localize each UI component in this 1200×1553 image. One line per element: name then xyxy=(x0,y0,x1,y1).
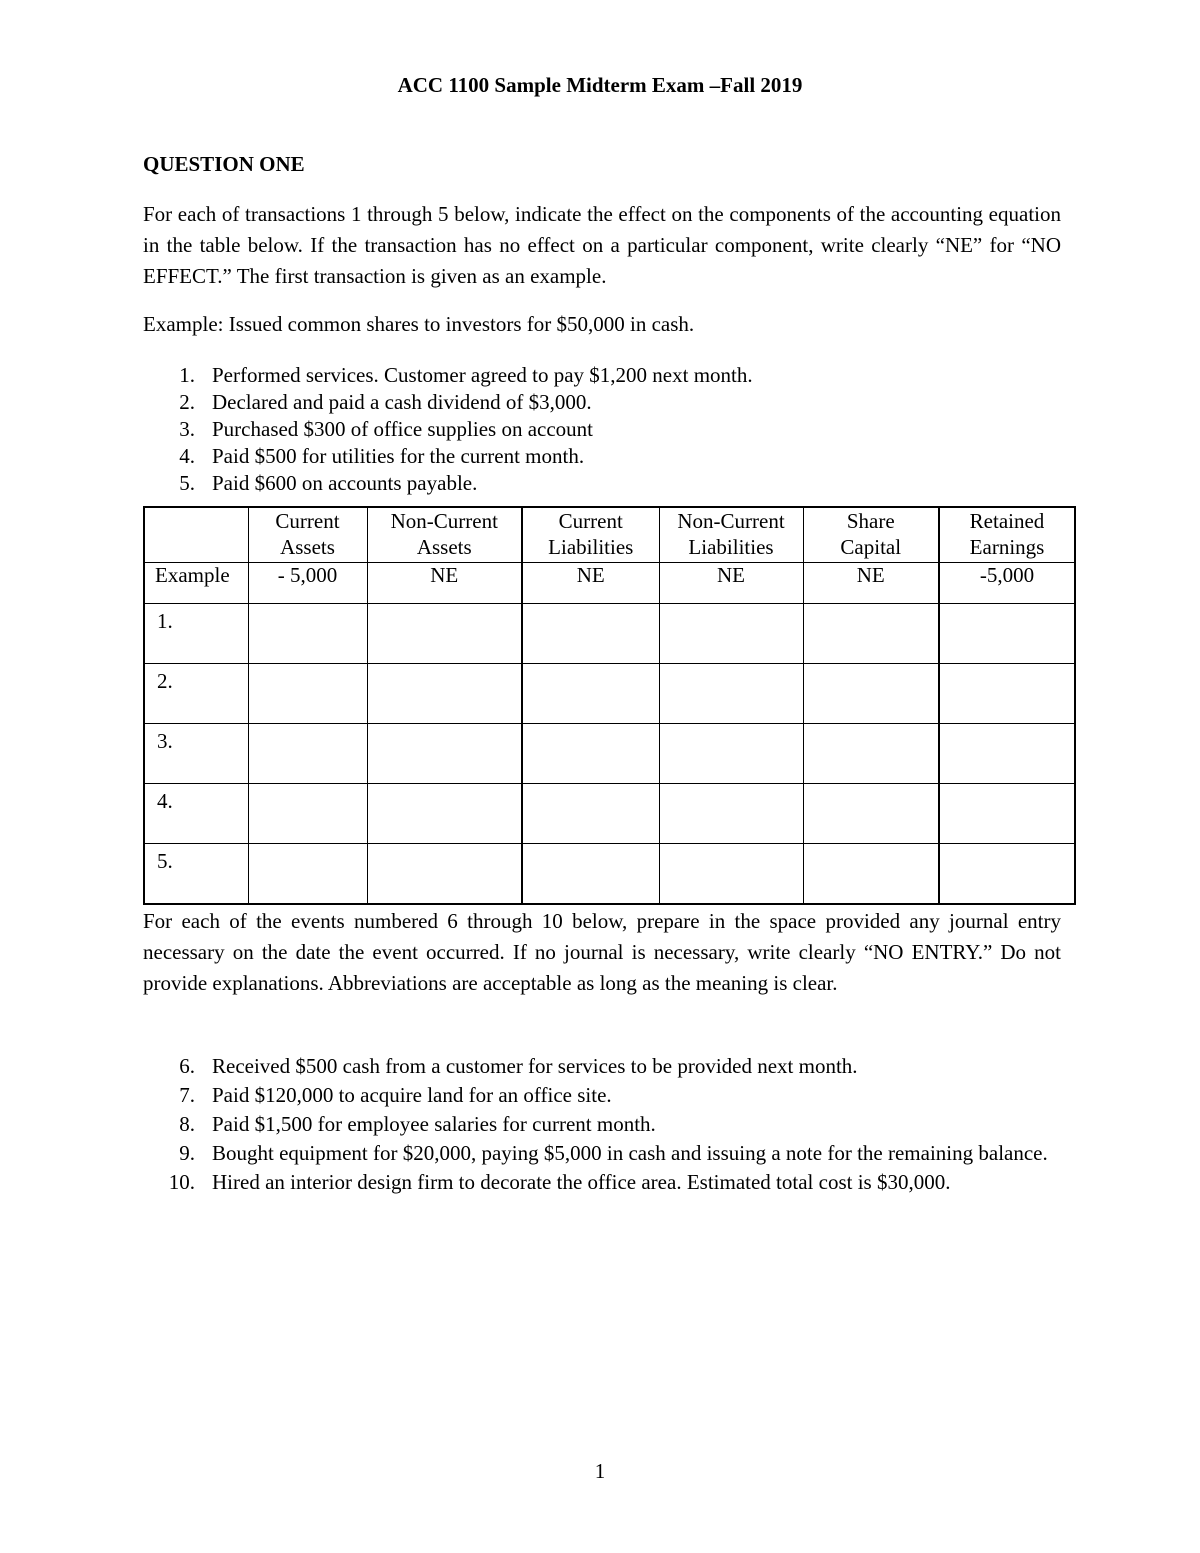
list-item: 10. Hired an interior design firm to decorate the office area. Estimated total cost is $30,000. xyxy=(168,1170,951,1194)
table-header-row xyxy=(144,507,1075,563)
instructions-paragraph: For each of transactions 1 through 5 below, indicate the effect on the components of the accounting equation in the table below. If the transaction has no effect on a particular component, write clearly “NE” for “NO EFFECT.” The first transaction is given as an example. xyxy=(143,202,1061,288)
header-cell: Non-Current Liabilities xyxy=(659,507,803,563)
row-label: 3. xyxy=(144,724,248,784)
page-number: 1 xyxy=(594,1459,606,1483)
events-list xyxy=(143,1052,1061,1197)
answer-cell[interactable] xyxy=(939,784,1075,844)
answer-cell[interactable] xyxy=(803,784,939,844)
answer-cell[interactable] xyxy=(248,604,367,664)
list-item: 3. Purchased $300 of office supplies on account xyxy=(179,417,594,441)
list-item: 2. Declared and paid a cash dividend of $3,000. xyxy=(179,390,592,414)
answer-cell[interactable] xyxy=(367,784,522,844)
answer-cell[interactable] xyxy=(659,724,803,784)
table-row-example xyxy=(144,563,1075,604)
answer-cell[interactable] xyxy=(522,724,659,784)
table-row xyxy=(144,604,1075,664)
table-cell: NE xyxy=(803,563,939,604)
table-row xyxy=(144,784,1075,844)
answer-cell[interactable] xyxy=(659,784,803,844)
answer-cell[interactable] xyxy=(659,844,803,905)
header-cell: Current Liabilities xyxy=(522,507,659,563)
table-row xyxy=(144,664,1075,724)
exam-title: ACC 1100 Sample Midterm Exam –Fall 2019 xyxy=(397,73,803,97)
table-cell: - 5,000 xyxy=(248,563,367,604)
row-label: 2. xyxy=(144,664,248,724)
question-heading: QUESTION ONE xyxy=(143,152,305,176)
answer-cell[interactable] xyxy=(522,664,659,724)
table-row xyxy=(144,844,1075,905)
table-cell: NE xyxy=(659,563,803,604)
header-cell-empty xyxy=(144,507,248,563)
table-cell: -5,000 xyxy=(939,563,1075,604)
answer-cell[interactable] xyxy=(803,604,939,664)
header-cell: Current Assets xyxy=(248,507,367,563)
list-item: 1. Performed services. Customer agreed to pay $1,200 next month. xyxy=(179,363,753,387)
answer-cell[interactable] xyxy=(522,784,659,844)
table-cell: NE xyxy=(367,563,522,604)
answer-cell[interactable] xyxy=(939,724,1075,784)
table-cell: NE xyxy=(522,563,659,604)
answer-cell[interactable] xyxy=(939,664,1075,724)
answer-cell[interactable] xyxy=(803,664,939,724)
answer-cell[interactable] xyxy=(248,664,367,724)
events-instructions: For each of the events numbered 6 through 10 below, prepare in the space provided any journal entry necessary on the date the event occurred. If no journal is necessary, write clearly “NO ENTRY.” Do not provide explanations. Abbreviations are acceptable as long as the meaning is clear. xyxy=(143,909,1061,995)
answer-cell[interactable] xyxy=(522,604,659,664)
row-label: 1. xyxy=(144,604,248,664)
list-item: 4. Paid $500 for utilities for the current month. xyxy=(179,444,585,468)
list-item: 6. Received $500 cash from a customer for services to be provided next month. xyxy=(179,1054,858,1078)
row-label: Example xyxy=(144,563,248,604)
answer-cell[interactable] xyxy=(939,844,1075,905)
example-transaction: Example: Issued common shares to investors for $50,000 in cash. xyxy=(143,312,695,336)
answer-cell[interactable] xyxy=(248,724,367,784)
answer-cell[interactable] xyxy=(803,844,939,905)
answer-cell[interactable] xyxy=(659,604,803,664)
header-cell: Non-Current Assets xyxy=(367,507,522,563)
row-label: 5. xyxy=(144,844,248,905)
list-item: 5. Paid $600 on accounts payable. xyxy=(179,471,478,495)
accounting-equation-table xyxy=(143,506,1076,905)
answer-cell[interactable] xyxy=(367,844,522,905)
answer-cell[interactable] xyxy=(803,724,939,784)
answer-cell[interactable] xyxy=(367,604,522,664)
answer-cell[interactable] xyxy=(248,844,367,905)
answer-cell[interactable] xyxy=(939,604,1075,664)
list-item: 7. Paid $120,000 to acquire land for an office site. xyxy=(179,1083,612,1107)
answer-cell[interactable] xyxy=(522,844,659,905)
transaction-list xyxy=(143,362,1061,497)
header-cell: Retained Earnings xyxy=(939,507,1075,563)
list-item: 8. Paid $1,500 for employee salaries for current month. xyxy=(179,1112,656,1136)
answer-cell[interactable] xyxy=(367,724,522,784)
header-cell: Share Capital xyxy=(803,507,939,563)
answer-cell[interactable] xyxy=(659,664,803,724)
table-row xyxy=(144,724,1075,784)
row-label: 4. xyxy=(144,784,248,844)
answer-cell[interactable] xyxy=(248,784,367,844)
answer-cell[interactable] xyxy=(367,664,522,724)
list-item: 9. Bought equipment for $20,000, paying $5,000 in cash and issuing a note for the remaining balance. xyxy=(179,1141,1048,1165)
